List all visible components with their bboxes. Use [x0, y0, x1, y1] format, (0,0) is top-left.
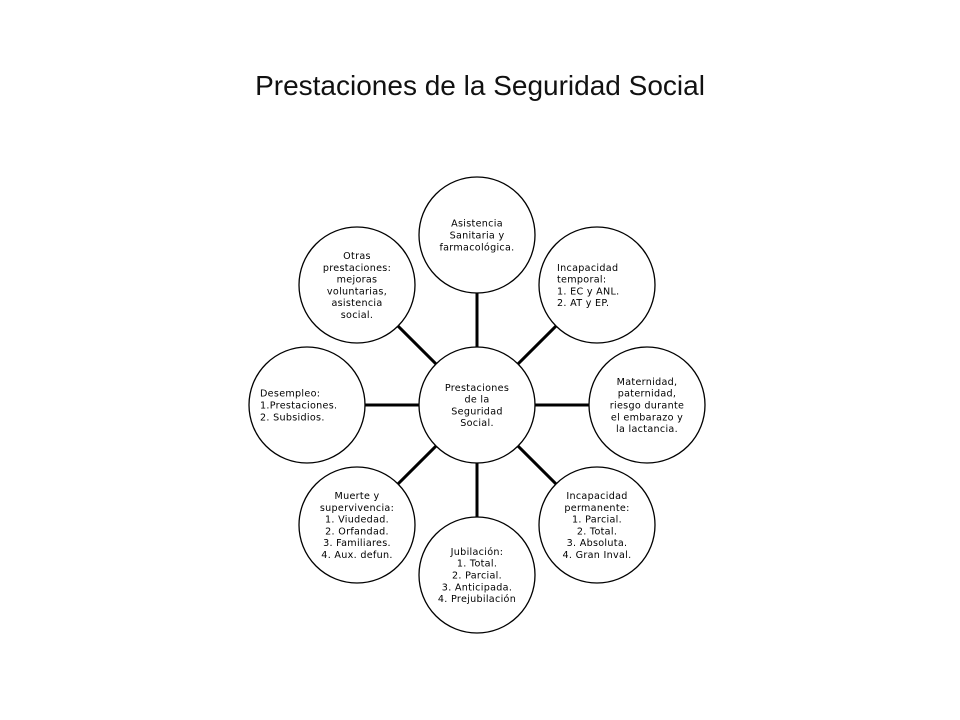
node-label-line: 4. Aux. defun. — [321, 550, 393, 561]
node-label-line: Sanitaria y — [449, 230, 505, 242]
node-label-line: 1. EC y ANL. — [557, 286, 620, 298]
node-label-line: Prestaciones — [444, 382, 510, 394]
node-maternidad — [589, 347, 705, 463]
node-label-line: 1.Prestaciones. — [260, 400, 338, 412]
node-label-line: Asistencia — [451, 218, 503, 230]
node-muerte-supervivencia — [299, 467, 415, 583]
node-label-line: voluntarias, — [326, 286, 388, 298]
node-label-line: la lactancia. — [616, 424, 678, 436]
node-label-line: el embarazo y — [610, 412, 684, 424]
node-label-line: 3. Absoluta. — [566, 538, 628, 550]
node-label-line: de la — [464, 394, 490, 406]
node-label-line: prestaciones: — [322, 262, 392, 274]
node-label-line: asistencia — [331, 298, 383, 310]
nodes — [249, 177, 705, 633]
node-label-line: social. — [340, 310, 374, 321]
node-label-line: 3. Familiares. — [323, 538, 391, 550]
node-label-line: 2. Orfandad. — [325, 526, 389, 538]
node-label-line: temporal: — [557, 274, 607, 286]
node-label-line: Muerte y — [334, 491, 380, 502]
node-center — [419, 347, 535, 463]
node-label-line: Otras — [343, 251, 371, 262]
node-label-line: riesgo durante — [609, 400, 685, 412]
node-label-line: supervivencia: — [319, 502, 395, 514]
node-label-line: paternidad, — [617, 388, 677, 400]
node-asistencia-sanitaria — [419, 177, 535, 293]
node-label-line: permanente: — [564, 502, 630, 514]
node-label-line: 4. Gran Inval. — [562, 550, 632, 561]
node-label-line: 4. Prejubilación — [437, 594, 517, 606]
node-incapacidad-permanente — [539, 467, 655, 583]
slide-title: Prestaciones de la Seguridad Social — [255, 70, 705, 101]
node-label-line: 2. Parcial. — [451, 570, 503, 582]
node-label-line: Maternidad, — [616, 376, 678, 388]
node-desempleo — [249, 347, 365, 463]
node-label-line: 2. AT y EP. — [557, 298, 610, 310]
node-label-line: farmacológica. — [439, 242, 515, 254]
node-label-line: 2. Total. — [576, 526, 618, 538]
node-label-line: Seguridad — [451, 406, 503, 418]
node-label-line: Desempleo: — [260, 388, 321, 400]
node-label-line: 1. Parcial. — [571, 514, 623, 526]
node-label-line: 2. Subsidios. — [260, 412, 325, 424]
node-label-line: Incapacidad — [557, 262, 619, 274]
connector-otras-prestaciones — [398, 326, 436, 364]
connector-incapacidad-temporal — [518, 326, 556, 364]
node-label-line: mejoras — [336, 274, 378, 286]
node-label-line: Social. — [460, 418, 494, 430]
connector-muerte-supervivencia — [398, 446, 436, 484]
node-label-line: Jubilación: — [450, 546, 504, 558]
node-label-line: 3. Anticipada. — [441, 582, 513, 594]
connector-incapacidad-permanente — [518, 446, 556, 484]
node-label-line: 1. Total. — [456, 558, 498, 570]
node-otras-prestaciones — [299, 227, 415, 343]
node-label-line: 1. Viudedad. — [324, 514, 390, 526]
node-jubilacion — [419, 517, 535, 633]
node-incapacidad-temporal — [539, 227, 655, 343]
node-label-line: Incapacidad — [566, 491, 628, 502]
